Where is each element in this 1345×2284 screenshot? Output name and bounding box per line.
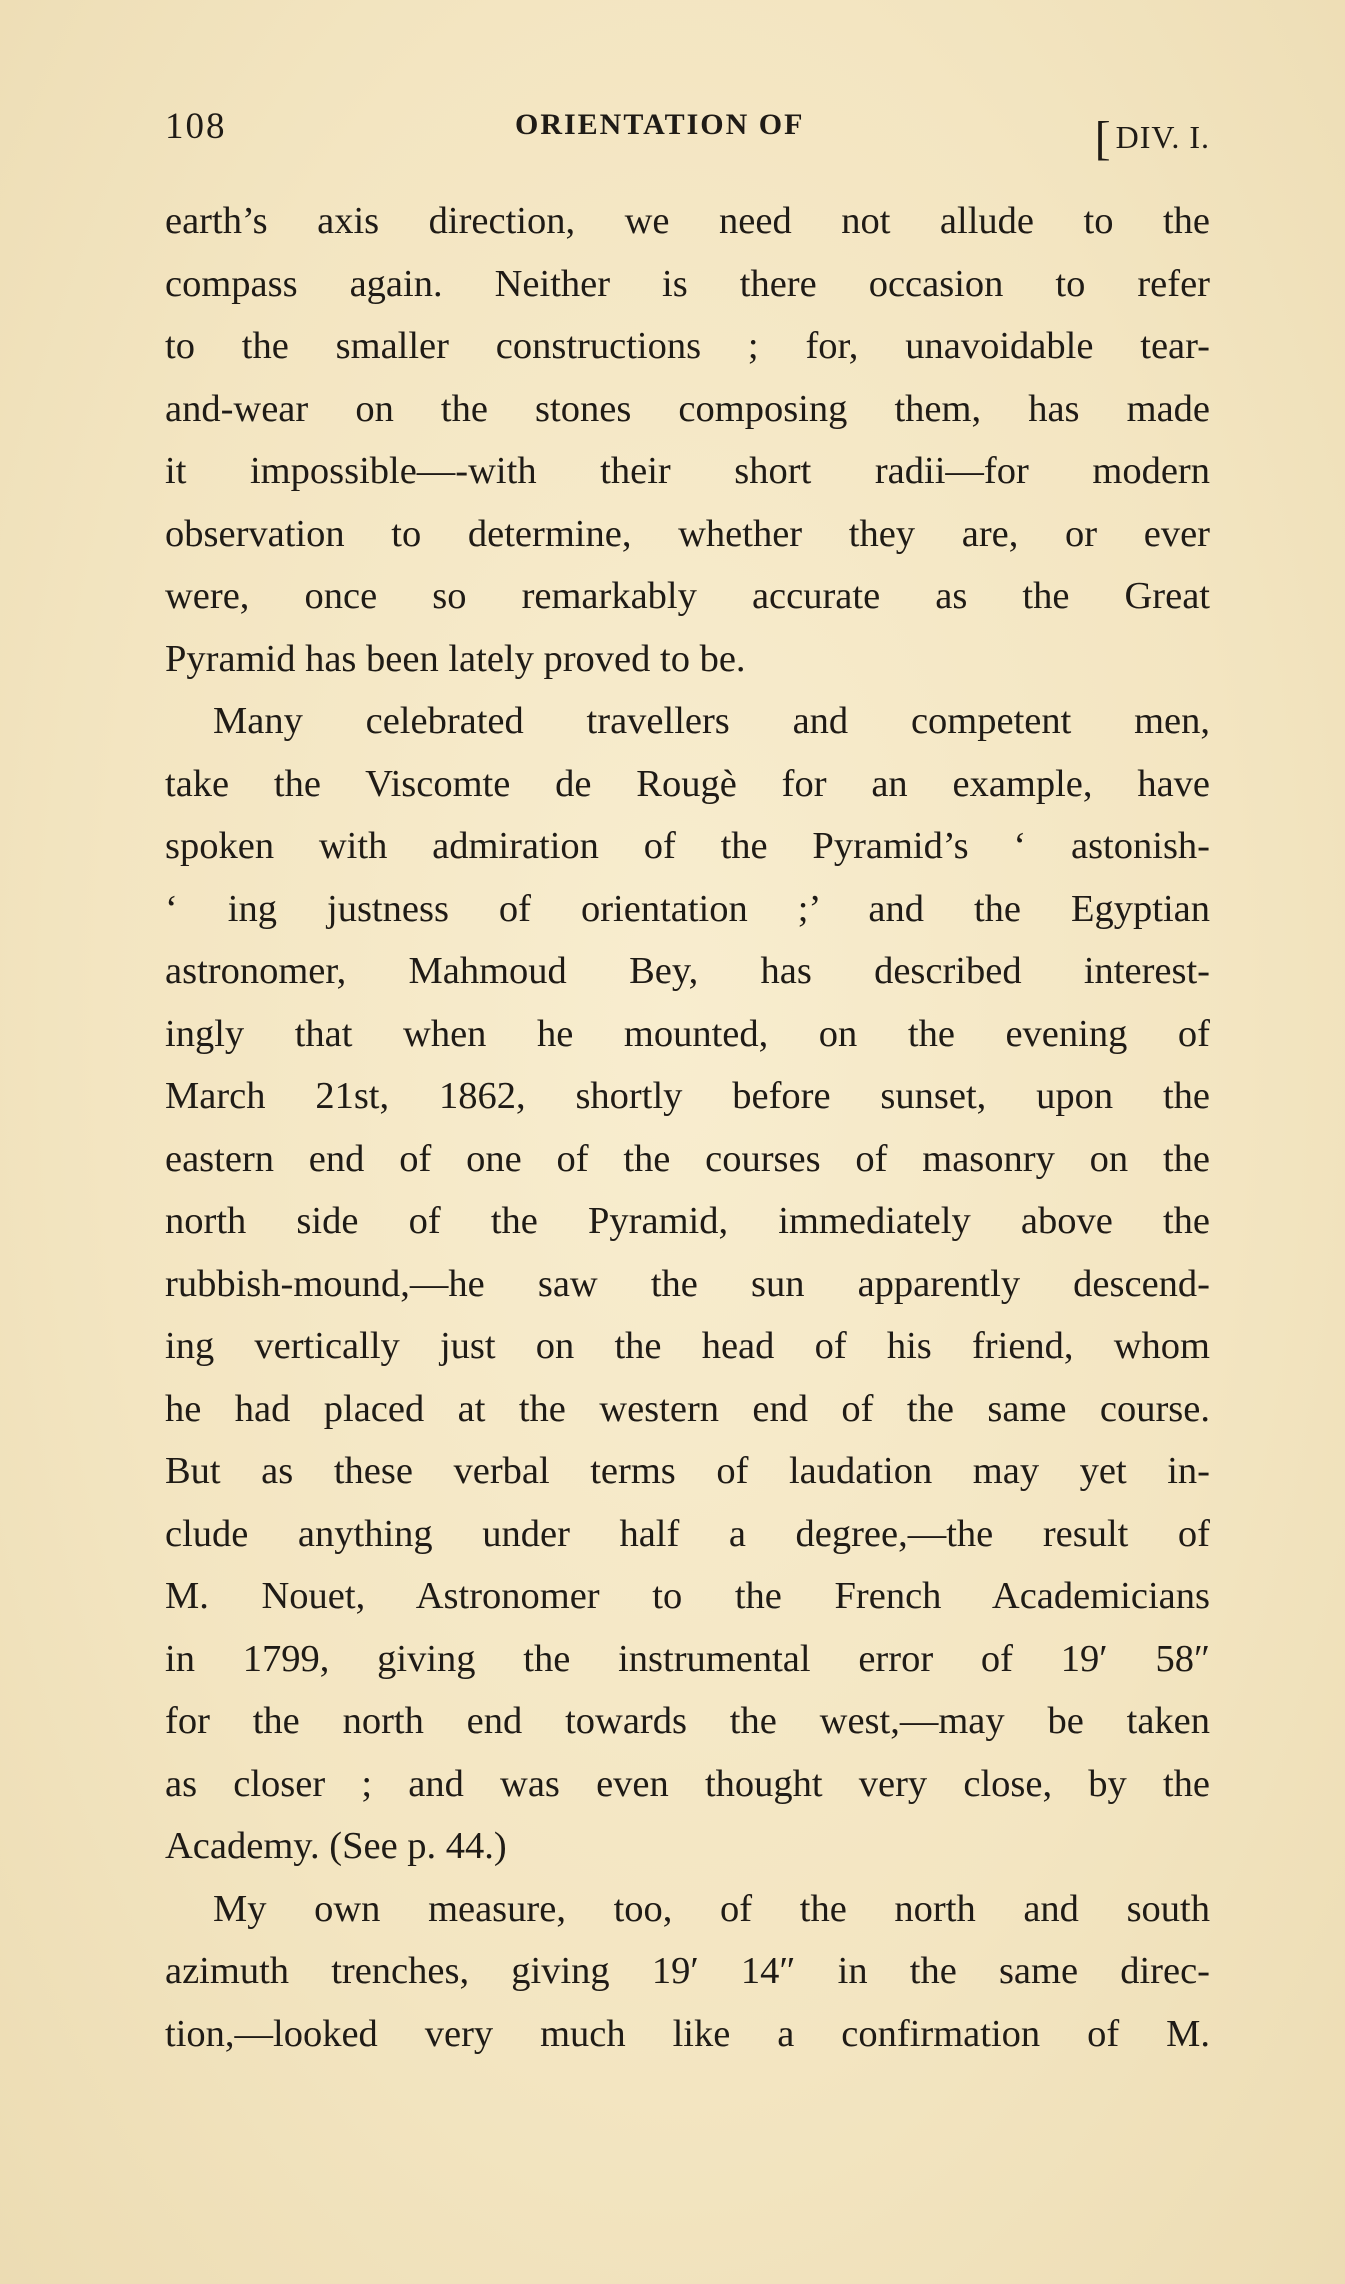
text-line: ing vertically just on the head of his friend, whom	[165, 1325, 1210, 1367]
text-line: spoken with admiration of the Pyramid’s ‘ astonish-	[165, 825, 1210, 867]
text-line: My own measure, too, of the north and south	[213, 1887, 1210, 1930]
text-line: for the north end towards the west,—may be taken	[165, 1700, 1210, 1742]
text-line: in 1799, giving the instrumental error of 19′ 58″	[165, 1637, 1210, 1680]
running-title: ORIENTATION OF	[515, 108, 805, 141]
text-line: eastern end of one of the courses of masonry on the	[165, 1137, 1210, 1180]
text-line: observation to determine, whether they are, or ever	[165, 512, 1210, 555]
text-line: March 21st, 1862, shortly before sunset, upon the	[165, 1075, 1210, 1117]
page-header	[165, 95, 1210, 165]
text-line: M. Nouet, Astronomer to the French Academicians	[165, 1575, 1210, 1617]
text-line: earth’s axis direction, we need not allude to the	[165, 200, 1210, 242]
text-line: were, once so remarkably accurate as the Great	[165, 575, 1210, 617]
text-line: it impossible—-with their short radii—for modern	[165, 450, 1210, 492]
body-text	[165, 190, 1210, 2065]
text-line: tion,—looked very much like a confirmation of M.	[165, 2012, 1210, 2055]
text-line: Academy. (See p. 44.)	[165, 1825, 507, 1867]
text-line: and-wear on the stones composing them, has made	[165, 387, 1210, 430]
text-line: as closer ; and was even thought very close, by the	[165, 1762, 1210, 1805]
bracket-glyph: [	[1094, 112, 1112, 165]
text-line: ingly that when he mounted, on the evening of	[165, 1012, 1210, 1055]
text-line: astronomer, Mahmoud Bey, has described interest-	[165, 950, 1210, 992]
text-line: azimuth trenches, giving 19′ 14″ in the same direc-	[165, 1950, 1210, 1992]
text-line: Many celebrated travellers and competent men,	[213, 700, 1210, 742]
text-line: ‘ ing justness of orientation ;’ and the Egyptian	[165, 887, 1210, 930]
text-line: he had placed at the western end of the same course.	[165, 1387, 1210, 1430]
text-line: rubbish-mound,—he saw the sun apparently descend-	[165, 1262, 1210, 1305]
division-text: DIV. I.	[1115, 119, 1210, 155]
text-line: But as these verbal terms of laudation may yet in-	[165, 1450, 1210, 1492]
text-line: to the smaller constructions ; for, unavoidable tear-	[165, 325, 1210, 367]
text-line: clude anything under half a degree,—the result of	[165, 1512, 1210, 1555]
text-line: Pyramid has been lately proved to be.	[165, 637, 746, 680]
text-line: north side of the Pyramid, immediately above the	[165, 1200, 1210, 1242]
page-number: 108	[165, 106, 227, 147]
division-label	[1094, 105, 1210, 165]
text-line: take the Viscomte de Rougè for an example, have	[165, 762, 1210, 805]
text-line: compass again. Neither is there occasion to refer	[165, 262, 1210, 305]
